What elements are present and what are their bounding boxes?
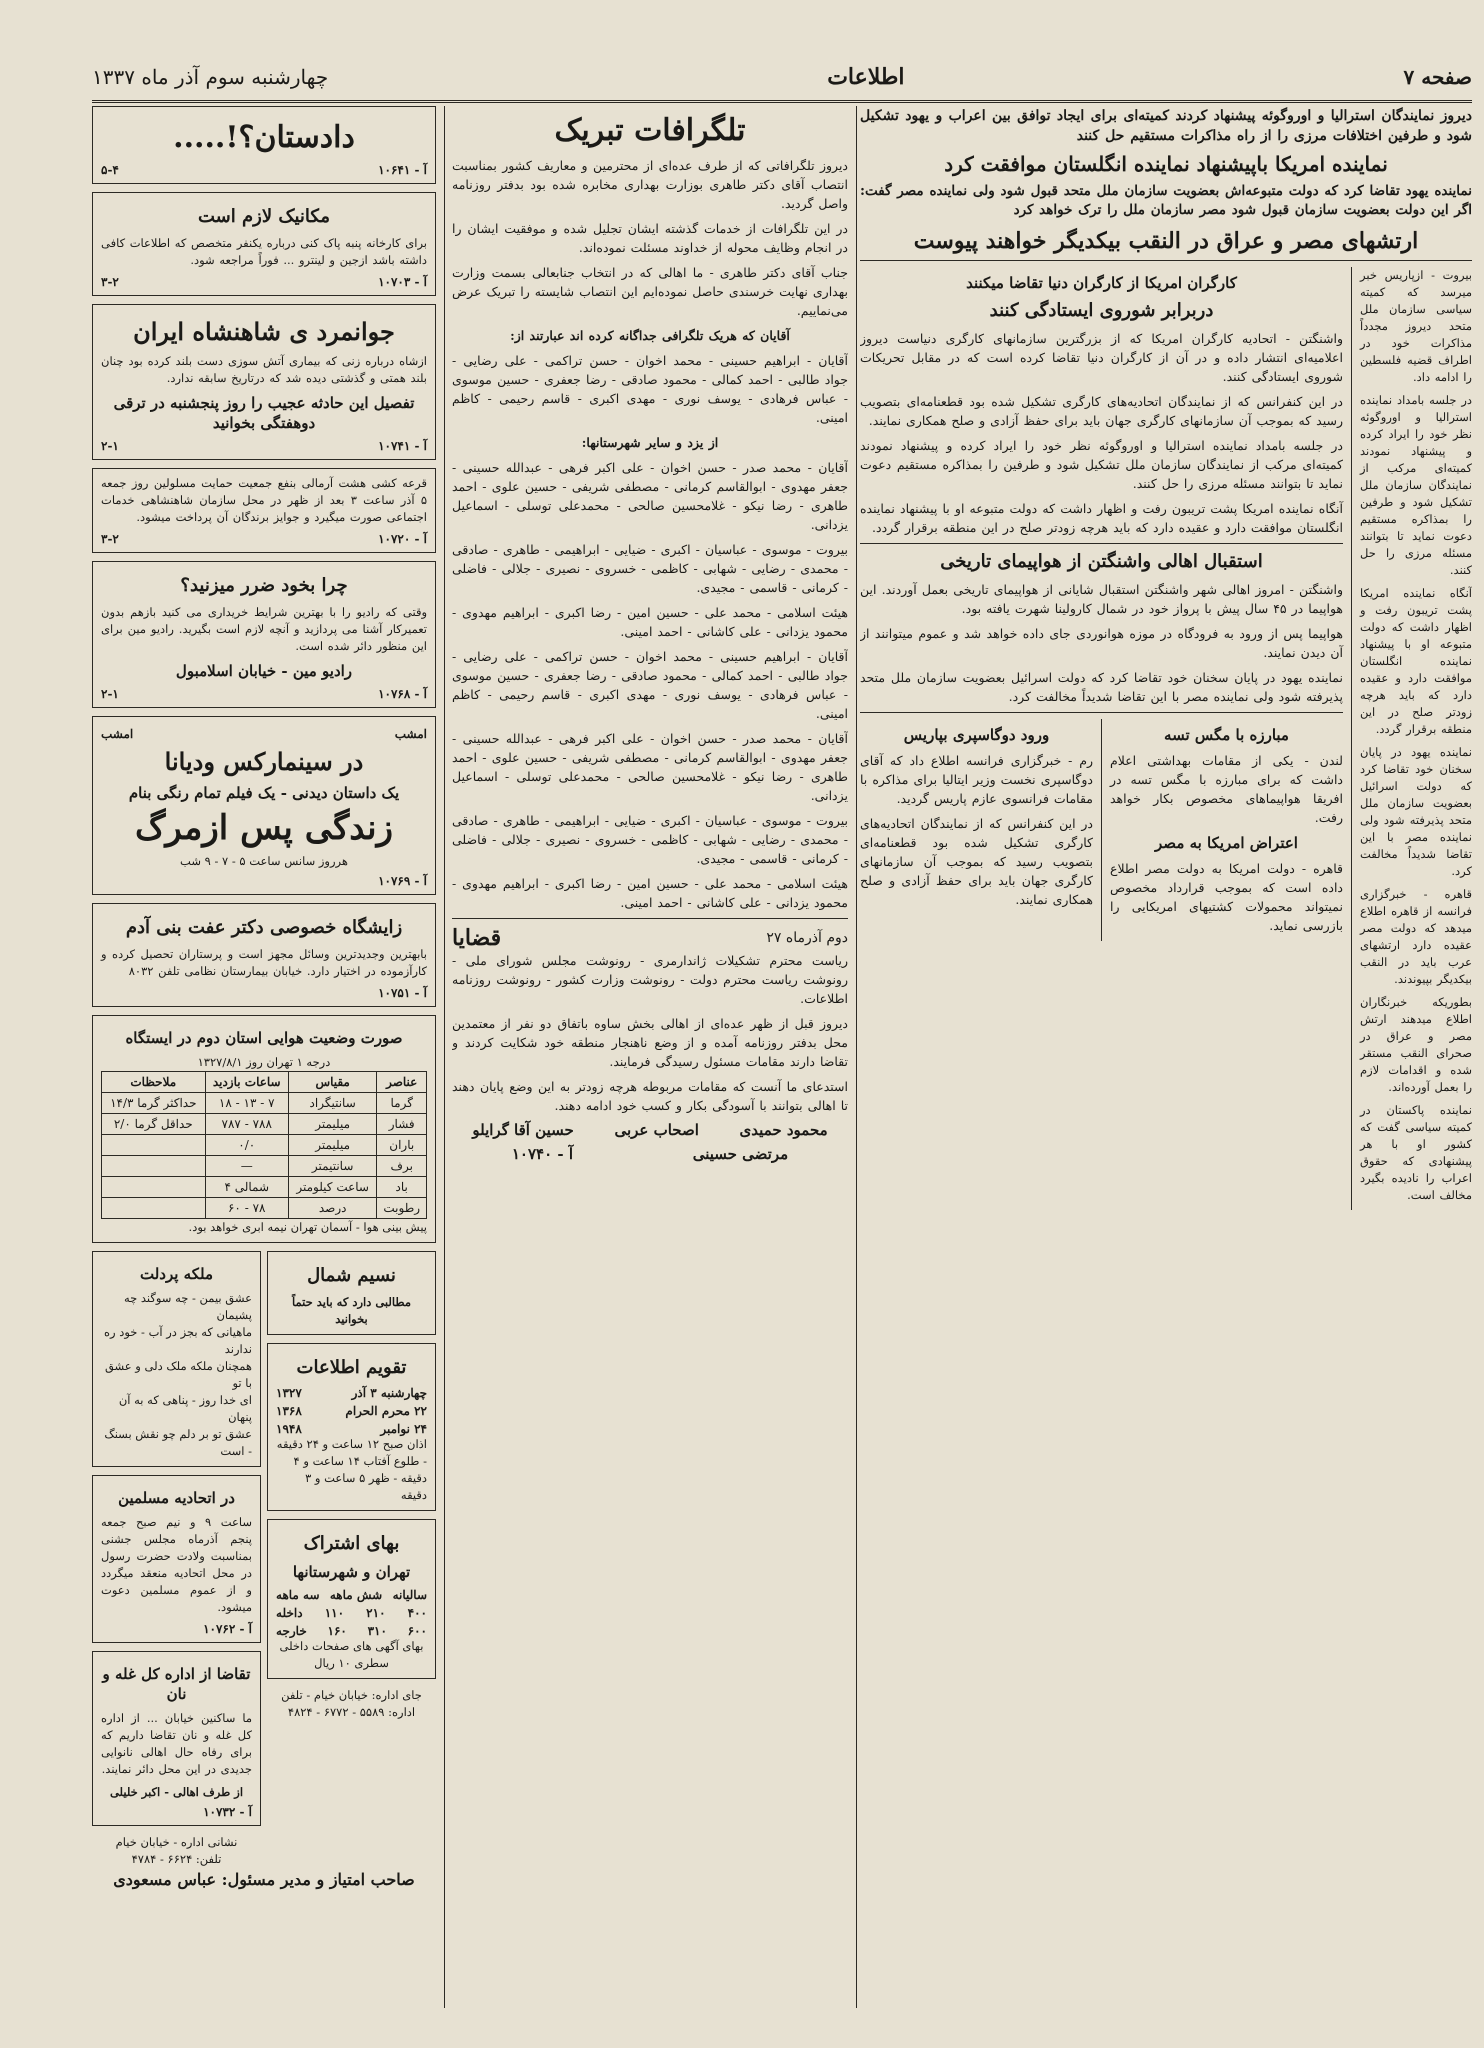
signer: اصحاب عربی xyxy=(614,1121,699,1139)
ad-code: ۵-۴ xyxy=(101,163,119,177)
poem-line: ای خدا روز - پناهی که به آن پنهان xyxy=(118,1393,252,1424)
ad-code: آ - ۱۰۷۶۲ xyxy=(203,1622,252,1636)
sub-note: بهای آگهی های صفحات داخلی سطری ۱۰ ریال xyxy=(279,1639,424,1670)
congrats-paragraph: آقایان - محمد صدر - حسن اخوان - علی اکبر فرهی - عبدالله حسینی - جعفر مهدوی - ابوالقاسم کرمانی - مصطفی شریفی - حسین علوی - احمد طاهری - رضا نیکو - غلامحسین صالحی - محمدعلی توسلی - اسماعیل یزدانی. xyxy=(452,460,848,532)
poem-line: عشق بیمن - چه سوگند چه پشیمان xyxy=(123,1291,252,1322)
weather-table xyxy=(101,1071,427,1219)
weather-row xyxy=(102,1177,427,1198)
poem-line: همچنان ملکه ملک دلی و عشق با تو xyxy=(104,1359,252,1390)
ad-nasim xyxy=(267,1251,436,1335)
ad-code: ۲-۱ xyxy=(101,439,119,453)
congrats-headline: تلگرافات تبریک xyxy=(554,113,746,148)
weather-header: مقیاس xyxy=(288,1072,377,1093)
congrats-paragraph: هیئت اسلامی - محمد علی - حسین امین - رضا اکبری - ابراهیم مهدوی - محمود یزدانی - علی کاشانی - احمد امینی. xyxy=(452,876,848,910)
weather-row xyxy=(102,1093,427,1114)
weather-cell: میلیمتر xyxy=(288,1114,377,1135)
date-line: چهارشنبه سوم آذر ماه ۱۳۳۷ xyxy=(92,65,329,89)
poem-line: عشق تو بر دلم چو نقش بسنگ - است xyxy=(104,1427,252,1458)
weather-cell: — xyxy=(205,1156,288,1177)
ad-code: آ - ۱۰۷۳۲ xyxy=(203,1805,252,1819)
weather-cell: سانتیگراد xyxy=(288,1093,377,1114)
weather-cell xyxy=(102,1156,206,1177)
weather-cell: باران xyxy=(377,1135,427,1156)
body-paragraph: بیروت - ازپاریس خبر میرسد که کمیته سیاسی سازمان ملل متحد دیروز مجدداً مذاکرات خود در اطراف قضیه فلسطین را ادامه داد. xyxy=(1360,268,1472,384)
filler-paragraph: در جلسه بامداد نماینده استرالیا و اوروگوئه نظر خود را ایراد کرده و پیشنهاد نمودند کمیته‌ای مرکب از نمایندگان سازمان ملل تشکیل شود و طرفین را بمذاکره مستقیم دعوت نماید تا بتوانند مسئله مرزی را حل کنند. xyxy=(860,438,1343,491)
body-paragraph: آنگاه نماینده امریکا پشت تریبون رفت و اظهار داشت که دولت متبوعه او با پیشنهاد نماینده انگلستان موافقت دارد و عقیده دارد که باید هرچه زودتر صلح در این منطقه برقرار گردد. xyxy=(1360,586,1472,736)
signers-row2 xyxy=(452,1145,848,1163)
ad-text: مطالبی دارد که باید حتماً بخوانید xyxy=(292,1295,411,1326)
weather-header: ساعات بازدید xyxy=(205,1072,288,1093)
sub-price: ۱۶۰ xyxy=(327,1624,347,1638)
sub-price: ۱۱۰ xyxy=(324,1606,345,1620)
film-title: زندگی پس ازمرگ xyxy=(134,808,393,848)
bottom-right xyxy=(1110,719,1343,941)
ad-muslim xyxy=(92,1475,261,1643)
congrats-paragraph: از یزد و سایر شهرستانها: xyxy=(581,435,719,450)
weather-row xyxy=(102,1156,427,1177)
labor-headline: دربرابر شوروی ایستادگی کنند xyxy=(989,300,1214,321)
history-paragraph: هواپیما پس از ورود به فرودگاه در موزه هوانوردی جای داده خواهد شد و عموم میتوانند از آن دیدن نمایند. xyxy=(860,626,1343,660)
ad-title: تقاضا از اداره کل غله و نان xyxy=(102,1665,251,1703)
narrow-paragraph: نماینده پاکستان در کمیته سیاسی گفت که کشور او با هر پیشنهادی که حقوق اعراب را نادیده بگیرد مخالف است. xyxy=(1360,1103,1472,1202)
weather-row xyxy=(102,1135,427,1156)
weather-cell: حداکثر گرما ۱۴/۳ xyxy=(102,1093,206,1114)
signers xyxy=(452,1121,848,1139)
office-line: تلفن: ۶۶۲۴ - ۴۷۸۴ xyxy=(131,1852,222,1866)
daily-paragraph: دیروز قبل از ظهر عده‌ای از اهالی بخش ساوه باتفاق دو نفر از معتمدین محل بدفتر روزنامه آمده و از وضع ناهنجار منطقه خود شکایت کردند و تقاضا دارند مقامات مسئول رسیدگی فرمایند. xyxy=(452,1016,848,1069)
ad-code: آ - ۱۰۷۰۳ xyxy=(378,275,427,289)
weather-cell: حداقل گرما ۲/۰ xyxy=(102,1114,206,1135)
main-headline: نماینده امریکا باپیشنهاد نماینده انگلستان موافقت کرد xyxy=(944,152,1388,176)
ad-sub: رادیو مین - خیابان اسلامبول xyxy=(175,662,353,680)
sub-label: داخله xyxy=(276,1606,303,1620)
filler-paragraph: آنگاه نماینده امریکا پشت تریبون رفت و اظهار داشت که دولت متبوعه او با پیشنهاد نماینده انگلستان موافقت دارد و عقیده دارد که باید هرچه زودتر صلح در این منطقه برقرار گردد. xyxy=(860,501,1343,535)
body-paragraph: در جلسه بامداد نماینده استرالیا و اوروگوئه نظر خود را ایراد کرده و پیشنهاد نمودند کمیته‌ای مرکب از نمایندگان سازمان ملل تشکیل شود و طرفین را بمذاکره مستقیم دعوت نماید تا بتوانند مسئله مرزی را حل کنند. xyxy=(1360,393,1472,577)
sub-header: سه ماهه xyxy=(276,1588,320,1602)
calendar-value: ۱۳۲۷ xyxy=(276,1386,302,1400)
ad-code: آ - ۱۰۷۲۰ xyxy=(378,532,427,546)
calendar-value: ۱۳۶۸ xyxy=(276,1404,302,1418)
ad-code: آ - ۱۰۷۴۰ xyxy=(511,1145,574,1163)
ad-code: آ - ۱۰۷۵۱ xyxy=(378,986,427,1000)
ad-request xyxy=(92,1651,261,1826)
weather-cell: باد xyxy=(377,1177,427,1198)
narrow-paragraph: بطوریکه خبرنگاران اطلاع میدهند ارتش مصر و عراق در صحرای النقب مستقر شده و اقدامات لازم را بعمل آورده‌اند. xyxy=(1360,995,1472,1094)
ad-title: نسیم شمال xyxy=(307,1265,396,1286)
weather-note: پیش بینی هوا - آسمان تهران نیمه ابری خواهد بود. xyxy=(188,1220,427,1234)
calendar-value: ۱۹۴۸ xyxy=(276,1422,302,1436)
signer: حسین آقا گرایلو xyxy=(472,1121,574,1139)
calendar-label: ۲۴ نوامبر xyxy=(380,1422,427,1436)
congrats-paragraph: هیئت اسلامی - محمد علی - حسین امین - رضا اکبری - ابراهیم مهدوی - محمود یزدانی - علی کاشانی - احمد امینی. xyxy=(452,605,848,639)
history-paragraph: واشنگتن - امروز اهالی شهر واشنگتن استقبال شایانی از هواپیمای تاریخی بعمل آوردند. این هواپیما در ۴۵ سال پیش با پرواز خود در شمال کارولینا شهرت یافته بود. xyxy=(860,582,1343,616)
azan-times: اذان صبح ۱۲ ساعت و ۲۴ دقیقه - طلوع آفتاب ۱۴ ساعت و ۴ دقیقه - ظهر ۵ ساعت و ۳ دقیقه xyxy=(276,1437,427,1502)
narrow-paragraph: قاهره - خبرگزاری فرانسه از قاهره اطلاع میدهد که دولت مصر عقیده دارد ارتشهای عرب باید در النقب بیکدیگر بپیوندند. xyxy=(1360,887,1472,986)
weather-cell: ۷۸ - ۶۰ xyxy=(205,1198,288,1219)
paris-headline: ورود دوگاسپری بپاریس xyxy=(903,726,1050,744)
bottom-ads-left xyxy=(92,1251,261,1868)
egypt-paragraph: قاهره - دولت امریکا به دولت مصر اطلاع داده است که بموجب قرارداد مخصوص نمیتواند محمولات کشتیهای امریکایی را بازرسی نماید. xyxy=(1110,861,1343,933)
sub-price: ۲۱۰ xyxy=(366,1606,386,1620)
main-subhead: نماینده یهود تقاضا کرد که دولت متبوعه‌اش بعضویت سازمان ملل متحد قبول شود ولی نماینده مصر گفت: اگر این دولت بعضویت سازمان قبول شود مصر سازمان ملل را ترک خواهد کرد xyxy=(860,183,1472,218)
ad-title: مکانیک لازم است xyxy=(197,206,330,227)
ad-code: ۳-۲ xyxy=(101,275,119,289)
filler-paragraph: در این کنفرانس که از نمایندگان اتحادیه‌های کارگری تشکیل شده بود قطعنامه‌ای بتصویب رسید که بموجب آن سازمانهای کارگری جهان باید برای حفظ آزادی و صلح همکاری نمایند. xyxy=(860,816,1093,907)
ad-title: دادستان؟!..... xyxy=(173,120,355,155)
congrats-paragraph: آقایان - محمد صدر - حسن اخوان - علی اکبر فرهی - عبدالله حسینی - جعفر مهدوی - ابوالقاسم کرمانی - مصطفی شریفی - حسین علوی - احمد طاهری - رضا نیکو - غلامحسین صالحی - محمدعلی توسلی - اسماعیل یزدانی. xyxy=(452,731,848,803)
lead-text: دیروز نمایندگان استرالیا و اوروگوئه پیشنهاد کردند کمیته‌ای برای ایجاد توافق بین اعراب و یهود تشکیل شود و طرفین اختلافات مرزی را از راه مذاکرات مستقیم حل کنند xyxy=(860,108,1472,144)
ad-text: قرعه کشی هشت آرمالی بنفع جمعیت حمایت مسلولین روز جمعه ۵ آذر ساعت ۳ بعد از ظهر در محل سازمان شاهنشاهی خدمات اجتماعی صورت میگیرد و جوایز برندگان آن پرداخت میشود. xyxy=(101,476,427,524)
page-number: صفحه ۷ xyxy=(1403,65,1472,89)
weather-cell: میلیمتر xyxy=(288,1135,377,1156)
ad-code: آ - ۱۰۷۶۸ xyxy=(378,687,427,701)
weather-header: عناصر xyxy=(377,1072,427,1093)
daily-date: دوم آذرماه ۲۷ xyxy=(766,930,848,946)
paris-paragraph: رم - خبرگزاری فرانسه اطلاع داد که آقای دوگاسپری نخست وزیر ایتالیا برای مذاکره با مقامات فرانسوی عازم پاریس گردید. xyxy=(860,753,1093,806)
ad-code: ۳-۲ xyxy=(101,532,119,546)
yemen-paragraph: لندن - یکی از مقامات بهداشتی اعلام داشت که برای مبارزه با مگس تسه در افریقا هواپیماهای مخصوص بکار خواهد رفت. xyxy=(1110,753,1343,825)
ad-title: در اتحادیه مسلمین xyxy=(118,1489,235,1507)
cinema-title: در سینمارکس ودیانا xyxy=(164,747,364,776)
ad-text: ساعت ۹ و نیم صبح جمعه پنجم آذرماه مجلس جشنی بمناسبت ولادت حضرت رسول در محل اتحادیه منعقد میگردد و از عموم مسلمین دعوت میشود. xyxy=(101,1515,252,1614)
ad-code: ۲-۱ xyxy=(101,687,119,701)
bottom-ads-right xyxy=(267,1251,436,1868)
congrats-paragraph: آقایان - ابراهیم حسینی - محمد اخوان - حسن تراکمی - علی رضایی - جواد طالبی - احمد کمالی - محمود صادقی - رضا جعفری - حسین موسوی - عباس فرهادی - یوسف نوری - مهدی اکبری - قاسم رحیمی - کاظم امینی. xyxy=(452,353,848,425)
publisher-footer: صاحب امتیاز و مدیر مسئول: عباس مسعودی xyxy=(113,1870,415,1889)
bottom-ads xyxy=(92,1251,436,1868)
congrats-paragraph: دیروز تلگرافاتی که از طرف عده‌ای از محترمین و معاریف کشور بمناسبت انتصاب آقای دکتر طاهری بوزارت بهداری مخابره شده بود بدفتر روزنامه واصل گردید. xyxy=(452,158,848,211)
ad-cinema xyxy=(92,716,436,895)
poem-title: ملکه پردلت xyxy=(140,1265,213,1283)
ad-code: آ - ۱۰۷۶۹ xyxy=(378,874,427,888)
ad-text: ازشاه درباره زنی که بیماری آتش سوزی دست بلند کرده بود چنان بلند همتی و گذشتی دیده شد که درتاریخ سابقه ندارد. xyxy=(101,354,427,385)
congrats-paragraph: بیروت - موسوی - عباسیان - اکبری - ضیایی - ابراهیمی - طاهری - صادقی - محمدی - رضایی - شهابی - کاظمی - خسروی - نصیری - جلالی - فاضلی - کرمانی - قاسمی - مجیدی. xyxy=(452,542,848,595)
calendar-label: ۲۲ محرم الحرام xyxy=(345,1404,427,1418)
weather-cell: فشار xyxy=(377,1114,427,1135)
page-header xyxy=(92,54,1472,103)
weather-cell: درصد xyxy=(288,1198,377,1219)
weather-header: ملاحظات xyxy=(102,1072,206,1093)
cinema-sub: یک داستان دیدنی - یک فیلم تمام رنگی بنام xyxy=(128,784,400,802)
calendar xyxy=(267,1343,436,1511)
subscription xyxy=(267,1519,436,1679)
office-line: نشانی اداره - خیابان خیام xyxy=(115,1835,238,1849)
weather-cell: رطوبت xyxy=(377,1198,427,1219)
history-headline: استقبال اهالی واشنگتن از هواپیمای تاریخی xyxy=(940,551,1263,572)
narrow-column xyxy=(1360,267,1472,1210)
signer: مرتضی حسینی xyxy=(692,1145,789,1163)
column-middle xyxy=(452,106,848,2008)
signer: محمود حمیدی xyxy=(739,1121,828,1139)
sub-price: ۳۱۰ xyxy=(367,1624,387,1638)
congrats-paragraph: بیروت - موسوی - عباسیان - اکبری - ضیایی - ابراهیمی - طاهری - صادقی - محمدی - رضایی - شهابی - کاظمی - خسروی - نصیری - جلالی - فاضلی - کرمانی - قاسمی - مجیدی. xyxy=(452,813,848,866)
weather-report xyxy=(92,1015,436,1243)
cinema-times: هرروز سانس ساعت ۵ - ۷ - ۹ شب xyxy=(180,854,348,868)
banner-headline: ارتشهای مصر و عراق در النقب بیکدیگر خواهند پیوست xyxy=(860,226,1472,261)
congrats-paragraph: آقایان - ابراهیم حسینی - محمد اخوان - حسن تراکمی - علی رضایی - جواد طالبی - احمد کمالی - محمود صادقی - رضا جعفری - حسین موسوی - عباس فرهادی - یوسف نوری - مهدی اکبری - قاسم رحیمی - کاظم امینی. xyxy=(452,649,848,721)
ad-sub: تفصیل این حادثه عجیب را روز پنجشنبه در ترقی دوهفتگی بخوانید xyxy=(113,394,415,432)
column-left xyxy=(92,106,436,2008)
weather-cell xyxy=(102,1135,206,1156)
congrats-paragraph: جناب آقای دکتر طاهری - ما اهالی که در انتخاب جنابعالی بسمت وزارت بهداری نهایت خرسندی حاصل نموده‌ایم این انتصاب شایسته را تبریک عرض می‌نماییم. xyxy=(452,265,848,318)
labor-paragraph: واشنگتن - اتحادیه کارگران امریکا که از بزرگترین سازمانهای کارگری دنیاست دیروز اعلامیه‌ای انتشار داده و در آن از کارگران دنیا تقاضا کرده است که در مقابل تحریکات شوروی ایستادگی کنند. xyxy=(860,331,1343,384)
weather-cell: ۰/۰ xyxy=(205,1135,288,1156)
labor-paragraph: در این کنفرانس که از نمایندگان اتحادیه‌های کارگری تشکیل شده بود قطعنامه‌ای بتصویب رسید که بموجب آن سازمانهای کارگری جهان باید برای حفظ آزادی و صلح همکاری نمایند. xyxy=(860,394,1343,428)
weather-subtitle: درجه ۱ تهران روز ۱۳۲۷/۸/۱ xyxy=(197,1055,331,1069)
weather-cell xyxy=(102,1198,206,1219)
weather-cell: سانتیمتر xyxy=(288,1156,377,1177)
sub-label: خارجه xyxy=(276,1624,307,1638)
ad-signature: از طرف اهالی - اکبر خلیلی xyxy=(109,1785,244,1799)
ad-text: بابهترین وجدیدترین وسائل مجهز است و پرستاران تحصیل کرده و کارآزموده در اختیار دارد. خیابان بیمارستان نظامی تلفن ۸۰۳۲ xyxy=(101,947,427,978)
congrats-paragraph: در این تلگرافات از خدمات گذشته ایشان تجلیل شده و موفقیت ایشان را در انجام وظایف محوله از خداوند مسئلت نموده‌اند. xyxy=(452,221,848,255)
subscription-sub: تهران و شهرستانها xyxy=(292,1563,411,1581)
cinema-tag: امشب xyxy=(394,727,427,741)
daily-header xyxy=(452,925,848,951)
column-right xyxy=(860,106,1472,2008)
weather-cell: ۷۸۸ - ۷۸۷ xyxy=(205,1114,288,1135)
poem-line: ماهیانی که بجز در آب - خود ره ندارند xyxy=(103,1325,252,1356)
ad-clinic xyxy=(92,903,436,1007)
daily-paragraph: ریاست محترم تشکیلات ژاندارمری - رونوشت مجلس شورای ملی - رونوشت ریاست محترم دولت - رونوشت وزارت کشور - رونوشت روزنامه اطلاعات. xyxy=(452,953,848,1006)
daily-paragraph: استدعای ما آنست که مقامات مربوطه هرچه زودتر به این وضع پایان دهند تا اهالی بتوانند با آسودگی بکار و کسب خود ادامه دهند. xyxy=(452,1079,848,1113)
yemen-headline: مبارزه با مگس تسه xyxy=(1164,726,1289,744)
ad-text: برای کارخانه پنبه پاک کنی درباره یکنفر متخصص که اطلاعات کافی داشته باشد ازجین و لینترو ... فوراً مراجعه شود. xyxy=(100,236,427,267)
weather-cell xyxy=(102,1177,206,1198)
bottom-left xyxy=(860,719,1093,941)
ad-title: زایشگاه خصوصی دکتر عفت بنی آدم xyxy=(125,917,403,938)
weather-cell: گرما xyxy=(377,1093,427,1114)
weather-row xyxy=(102,1198,427,1219)
congrats-paragraph: آقایان که هریک تلگرافی جداگانه کرده اند عبارتند از: xyxy=(510,328,790,343)
sub-price: ۶۰۰ xyxy=(407,1624,427,1638)
labor-title: کارگران امریکا از کارگران دنیا تقاضا میکنند xyxy=(966,274,1237,292)
sub-header: سالیانه xyxy=(392,1588,427,1602)
body-paragraph: نماینده یهود در پایان سخنان خود تقاضا کرد که دولت اسرائیل بعضویت سازمان ملل متحد پذیرفته شود ولی نماینده مصر با این تقاضا شدیداً مخالفت کرد. xyxy=(1360,745,1472,878)
filler-paragraph: نماینده یهود در پایان سخنان خود تقاضا کرد که دولت اسرائیل بعضویت سازمان ملل متحد پذیرفته شود ولی نماینده مصر با این تقاضا شدیداً مخالفت کرد. xyxy=(860,670,1343,704)
ad-text: ما ساکنین خیابان ... از اداره کل غله و نان تقاضا داریم که برای رفاه حال اهالی نانوایی جدیدی در این محل دائر نمایند. xyxy=(101,1711,252,1776)
ad-code: آ - ۱۰۶۴۱ xyxy=(378,163,427,177)
sub-price: ۴۰۰ xyxy=(407,1606,427,1620)
calendar-title: تقویم اطلاعات xyxy=(296,1357,407,1378)
ad-title: جوانمرد ی شاهنشاه ایران xyxy=(133,317,395,346)
ad-youngman xyxy=(92,304,436,460)
poem xyxy=(92,1251,261,1467)
office-text: جای اداره: خیابان خیام - تلفن اداره: ۵۵۸۹ - ۶۷۷۲ - ۴۸۲۴ xyxy=(281,1688,422,1719)
weather-cell: برف xyxy=(377,1156,427,1177)
col1-body xyxy=(860,267,1472,1210)
ad-mechanic xyxy=(92,192,436,296)
bottom-split xyxy=(860,719,1343,941)
ad-code: آ - ۱۰۷۴۱ xyxy=(378,439,427,453)
sub-header: شش ماهه xyxy=(329,1588,383,1602)
ad-radio xyxy=(92,561,436,708)
weather-row xyxy=(102,1114,427,1135)
wide-column xyxy=(860,267,1343,1210)
egypt-headline: اعتراض امریکا به مصر xyxy=(1155,834,1298,852)
weather-title: صورت وضعیت هوایی استان دوم در ایستگاه xyxy=(125,1029,403,1047)
subscription-title: بهای اشتراک xyxy=(303,1533,400,1554)
weather-cell: شمالی ۴ xyxy=(205,1177,288,1198)
cinema-tag: امشب xyxy=(101,727,134,741)
weather-cell: ۷ - ۱۳ - ۱۸ xyxy=(205,1093,288,1114)
ad-title: چرا بخود ضرر میزنید؟ xyxy=(180,575,348,596)
calendar-label: چهارشنبه ۳ آذر xyxy=(351,1386,427,1400)
daily-title: قضایا xyxy=(452,925,502,951)
paper-name: اطلاعات xyxy=(827,64,905,90)
ad-notice xyxy=(92,468,436,553)
ad-text: وقتی که رادیو را با بهترین شرایط خریداری می کنید بازهم بدون تعمیرکار آشنا می پردازید و آنچه لازم است بگیرید. رادیو مین برای این منظور دائر شده است. xyxy=(101,605,427,653)
weather-cell: ساعت کیلومتر xyxy=(288,1177,377,1198)
ad-davastan xyxy=(92,106,436,184)
